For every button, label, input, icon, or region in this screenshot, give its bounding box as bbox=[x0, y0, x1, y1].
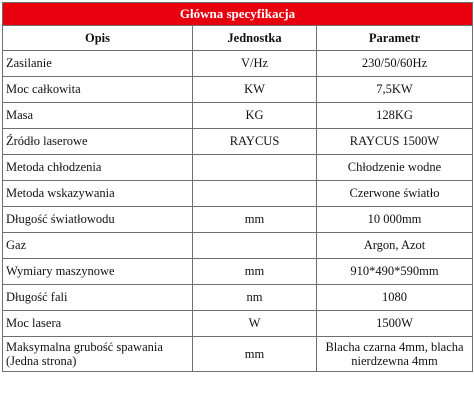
cell-jednostka: V/Hz bbox=[193, 51, 317, 77]
cell-parametr: Argon, Azot bbox=[317, 233, 473, 259]
specification-table bbox=[2, 2, 473, 372]
cell-opis: Moc całkowita bbox=[3, 77, 193, 103]
cell-jednostka: mm bbox=[193, 207, 317, 233]
table-row bbox=[3, 285, 473, 311]
table-row bbox=[3, 129, 473, 155]
cell-opis: Metoda wskazywania bbox=[3, 181, 193, 207]
cell-jednostka bbox=[193, 181, 317, 207]
table-row bbox=[3, 233, 473, 259]
cell-jednostka bbox=[193, 155, 317, 181]
cell-jednostka: mm bbox=[193, 337, 317, 372]
table-row bbox=[3, 103, 473, 129]
table-row bbox=[3, 311, 473, 337]
table-header-row bbox=[3, 26, 473, 51]
cell-parametr: Chłodzenie wodne bbox=[317, 155, 473, 181]
cell-opis: Zasilanie bbox=[3, 51, 193, 77]
cell-jednostka: mm bbox=[193, 259, 317, 285]
cell-opis: Długość światłowodu bbox=[3, 207, 193, 233]
table-row bbox=[3, 259, 473, 285]
cell-parametr: 910*490*590mm bbox=[317, 259, 473, 285]
cell-opis: Moc lasera bbox=[3, 311, 193, 337]
cell-parametr: RAYCUS 1500W bbox=[317, 129, 473, 155]
cell-parametr: 1500W bbox=[317, 311, 473, 337]
cell-jednostka bbox=[193, 233, 317, 259]
table-title: Główna specyfikacja bbox=[3, 3, 473, 26]
cell-parametr: Czerwone światło bbox=[317, 181, 473, 207]
cell-jednostka: W bbox=[193, 311, 317, 337]
table-row bbox=[3, 337, 473, 372]
cell-jednostka: KG bbox=[193, 103, 317, 129]
cell-opis: Maksymalna grubość spawania (Jedna strona) bbox=[3, 337, 193, 372]
cell-opis: Gaz bbox=[3, 233, 193, 259]
header-parametr: Parametr bbox=[317, 26, 473, 51]
table-row bbox=[3, 77, 473, 103]
cell-opis: Metoda chłodzenia bbox=[3, 155, 193, 181]
cell-opis: Źródło laserowe bbox=[3, 129, 193, 155]
cell-parametr: 7,5KW bbox=[317, 77, 473, 103]
cell-opis: Masa bbox=[3, 103, 193, 129]
cell-opis: Wymiary maszynowe bbox=[3, 259, 193, 285]
header-jednostka: Jednostka bbox=[193, 26, 317, 51]
cell-jednostka: RAYCUS bbox=[193, 129, 317, 155]
cell-parametr: 1080 bbox=[317, 285, 473, 311]
header-opis: Opis bbox=[3, 26, 193, 51]
table-title-row bbox=[3, 3, 473, 26]
cell-parametr: 230/50/60Hz bbox=[317, 51, 473, 77]
cell-parametr: 10 000mm bbox=[317, 207, 473, 233]
cell-jednostka: nm bbox=[193, 285, 317, 311]
cell-opis: Długość fali bbox=[3, 285, 193, 311]
cell-parametr: 128KG bbox=[317, 103, 473, 129]
table-row bbox=[3, 155, 473, 181]
table-row bbox=[3, 181, 473, 207]
table-row bbox=[3, 51, 473, 77]
table-row bbox=[3, 207, 473, 233]
cell-jednostka: KW bbox=[193, 77, 317, 103]
cell-parametr: Blacha czarna 4mm, blacha nierdzewna 4mm bbox=[317, 337, 473, 372]
